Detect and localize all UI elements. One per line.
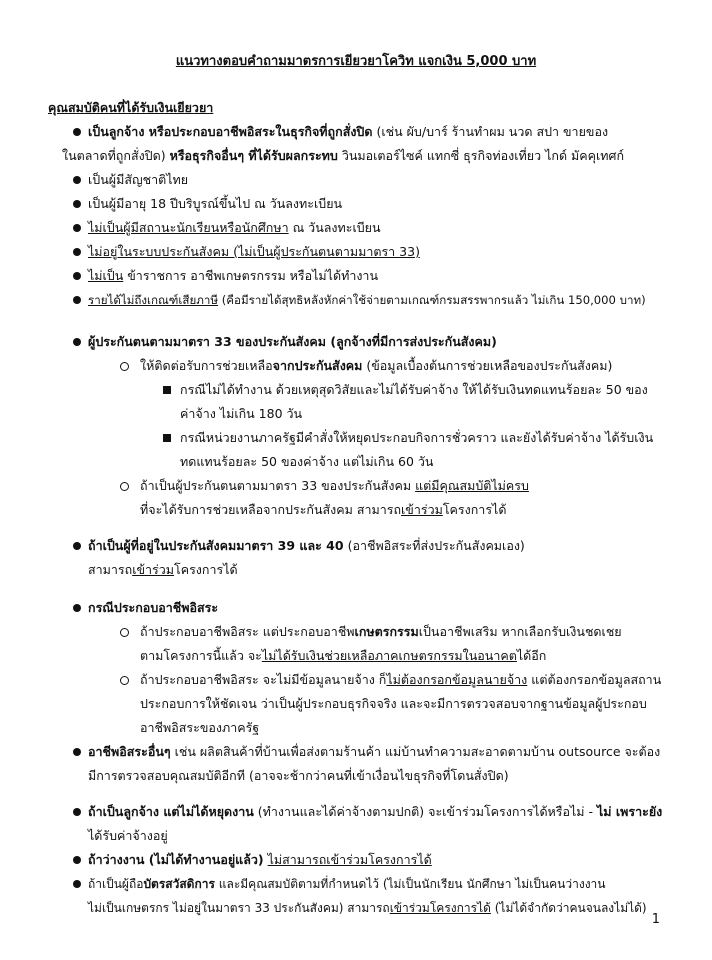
bullet-circle-icon <box>120 676 129 685</box>
list-item: กรณีไม่ได้ทำงาน ด้วยเหตุสุดวิสัยและไม่ได้รับค่าจ้าง ให้ได้รับเงินทดแทนร้อยละ 50 ของ ค่าจ้าง ไม่เกิน 180 วัน <box>0 378 682 426</box>
list-item: ถ้าเป็นผู้ที่อยู่ในประกันสังคมมาตรา 39 และ 40 (อาชีพอิสระที่ส่งประกันสังคมเอง) สามารถเข้าร่วมโครงการได้ <box>0 534 682 582</box>
bullet-square-icon <box>163 434 171 442</box>
section-title-eligibility: คุณสมบัติคนที่ได้รับเงินเยียวยา <box>48 100 214 115</box>
bullet-dot-icon <box>73 176 81 184</box>
list-item: ถ้าเป็นผู้ประกันตนตามมาตรา 33 ของประกันสังคม แต่มีคุณสมบัติไม่ครบ ที่จะได้รับการช่วยเหลือจากประกันสังคม สามารถเข้าร่วมโครงการได้ <box>0 474 682 522</box>
list-item: ถ้าประกอบอาชีพอิสระ จะไม่มีข้อมูลนายจ้าง ก็ไม่ต้องกรอกข้อมูลนายจ้าง แต่ต้องกรอกข้อมูลสถาน ประกอบการให้ชัดเจน ว่าเป็นผู้ประกอบธุรกิจจริง และจะมีการตรวจสอบจากฐานข้อมูลผู้ประกอบ อาชีพอิสระของภาครัฐ <box>0 668 682 740</box>
list-item: เป็นผู้มีอายุ 18 ปีบริบูรณ์ขึ้นไป ณ วันลงทะเบียน <box>0 192 682 216</box>
list-item: กรณีประกอบอาชีพอิสระ <box>0 596 682 620</box>
list-item: ไม่เป็น ข้าราชการ อาชีพเกษตรกรรม หรือไม่ได้ทำงาน <box>0 264 682 288</box>
bullet-circle-icon <box>120 482 129 491</box>
list-item: ไม่เป็นผู้มีสถานะนักเรียนหรือนักศึกษา ณ วันลงทะเบียน <box>0 216 682 240</box>
bullet-circle-icon <box>120 362 129 371</box>
bullet-dot-icon <box>73 808 81 816</box>
list-item: ถ้าเป็นผู้ถือบัตรสวัสดิการ และมีคุณสมบัติตามที่กำหนดไว้ (ไม่เป็นนักเรียน นักศึกษา ไม่เป็นคนว่างงาน ไม่เป็นเกษตรกร ไม่อยู่ในมาตรา 33 ประกันสังคม) สามารถเข้าร่วมโครงการได้ (ไม่ได้จำกัดว่าคนจนลงไม่ได้) <box>0 872 682 920</box>
list-item: กรณีหน่วยงานภาครัฐมีคำสั่งให้หยุดประกอบกิจการชั่วคราว และยังได้รับค่าจ้าง ได้รับเงิน ทดแทนร้อยละ 50 ของค่าจ้าง แต่ไม่เกิน 60 วัน <box>0 426 682 474</box>
list-item: เป็นผู้มีสัญชาติไทย <box>0 168 682 192</box>
bullet-dot-icon <box>73 296 81 304</box>
bullet-dot-icon <box>73 856 81 864</box>
list-item: ถ้าเป็นลูกจ้าง แต่ไม่ได้หยุดงาน (ทำงานและได้ค่าจ้างตามปกติ) จะเข้าร่วมโครงการได้หรือไม่ - ไม่ เพราะยัง ได้รับค่าจ้างอยู่ <box>0 800 682 848</box>
bullet-dot-icon <box>73 604 81 612</box>
bullet-dot-icon <box>73 200 81 208</box>
page-number: 1 <box>651 912 660 927</box>
bullet-dot-icon <box>73 748 81 756</box>
bullet-circle-icon <box>120 628 129 637</box>
bullet-dot-icon <box>73 542 81 550</box>
list-item: ถ้าว่างงาน (ไม่ได้ทำงานอยู่แล้ว) ไม่สามารถเข้าร่วมโครงการได้ <box>0 848 682 872</box>
list-item: ไม่อยู่ในระบบประกันสังคม (ไม่เป็นผู้ประกันตนตามมาตรา 33) <box>0 240 682 264</box>
document-title: แนวทางตอบคำถามมาตรการเยียวยาโควิท แจกเงิน 5,000 บาท <box>175 54 537 69</box>
list-item: ผู้ประกันตนตามมาตรา 33 ของประกันสังคม (ลูกจ้างที่มีการส่งประกันสังคม) <box>0 330 682 354</box>
bullet-dot-icon <box>73 248 81 256</box>
list-item: เป็นลูกจ้าง หรือประกอบอาชีพอิสระในธุรกิจที่ถูกสั่งปิด (เช่น ผับ/บาร์ ร้านทำผม นวด สปา ขายของ ในตลาดที่ถูกสั่งปิด) หรือธุรกิจอื่นๆ ที่ได้รับผลกระทบ วินมอเตอร์ไซค์ แทกซี่ ธุรกิจท่องเที่ยว ไกด์ มัคคุเทศก์ <box>62 124 625 163</box>
list-item: ถ้าประกอบอาชีพอิสระ แต่ประกอบอาชีพเกษตรกรรมเป็นอาชีพเสริม หากเลือกรับเงินชดเชย ตามโครงการนี้แล้ว จะไม่ได้รับเงินช่วยเหลือภาคเกษตรกรรมในอนาคตได้อีก <box>0 620 682 668</box>
list-item: รายได้ไม่ถึงเกณฑ์เสียภาษี (คือมีรายได้สุทธิหลังหักค่าใช้จ่ายตามเกณฑ์กรมสรรพากรแล้ว ไม่เกิน 150,000 บาท) <box>0 288 682 312</box>
bullet-dot-icon <box>73 880 81 888</box>
bullet-dot-icon <box>73 128 81 136</box>
bullet-dot-icon <box>73 338 81 346</box>
bullet-dot-icon <box>73 224 81 232</box>
bullet-square-icon <box>163 386 171 394</box>
bullet-dot-icon <box>73 272 81 280</box>
list-item: อาชีพอิสระอื่นๆ เช่น ผลิตสินค้าที่บ้านเพื่อส่งตามร้านค้า แม่บ้านทำความสะอาดตามบ้าน outsource จะต้อง มีการตรวจสอบคุณสมบัติอีกที (อาจจะช้ากว่าคนที่เข้าเงื่อนไขธุรกิจที่โดนสั่งปิด) <box>0 740 682 788</box>
list-item: ให้ติดต่อรับการช่วยเหลือจากประกันสังคม (ข้อมูลเบื้องต้นการช่วยเหลือของประกันสังคม) <box>0 354 682 378</box>
